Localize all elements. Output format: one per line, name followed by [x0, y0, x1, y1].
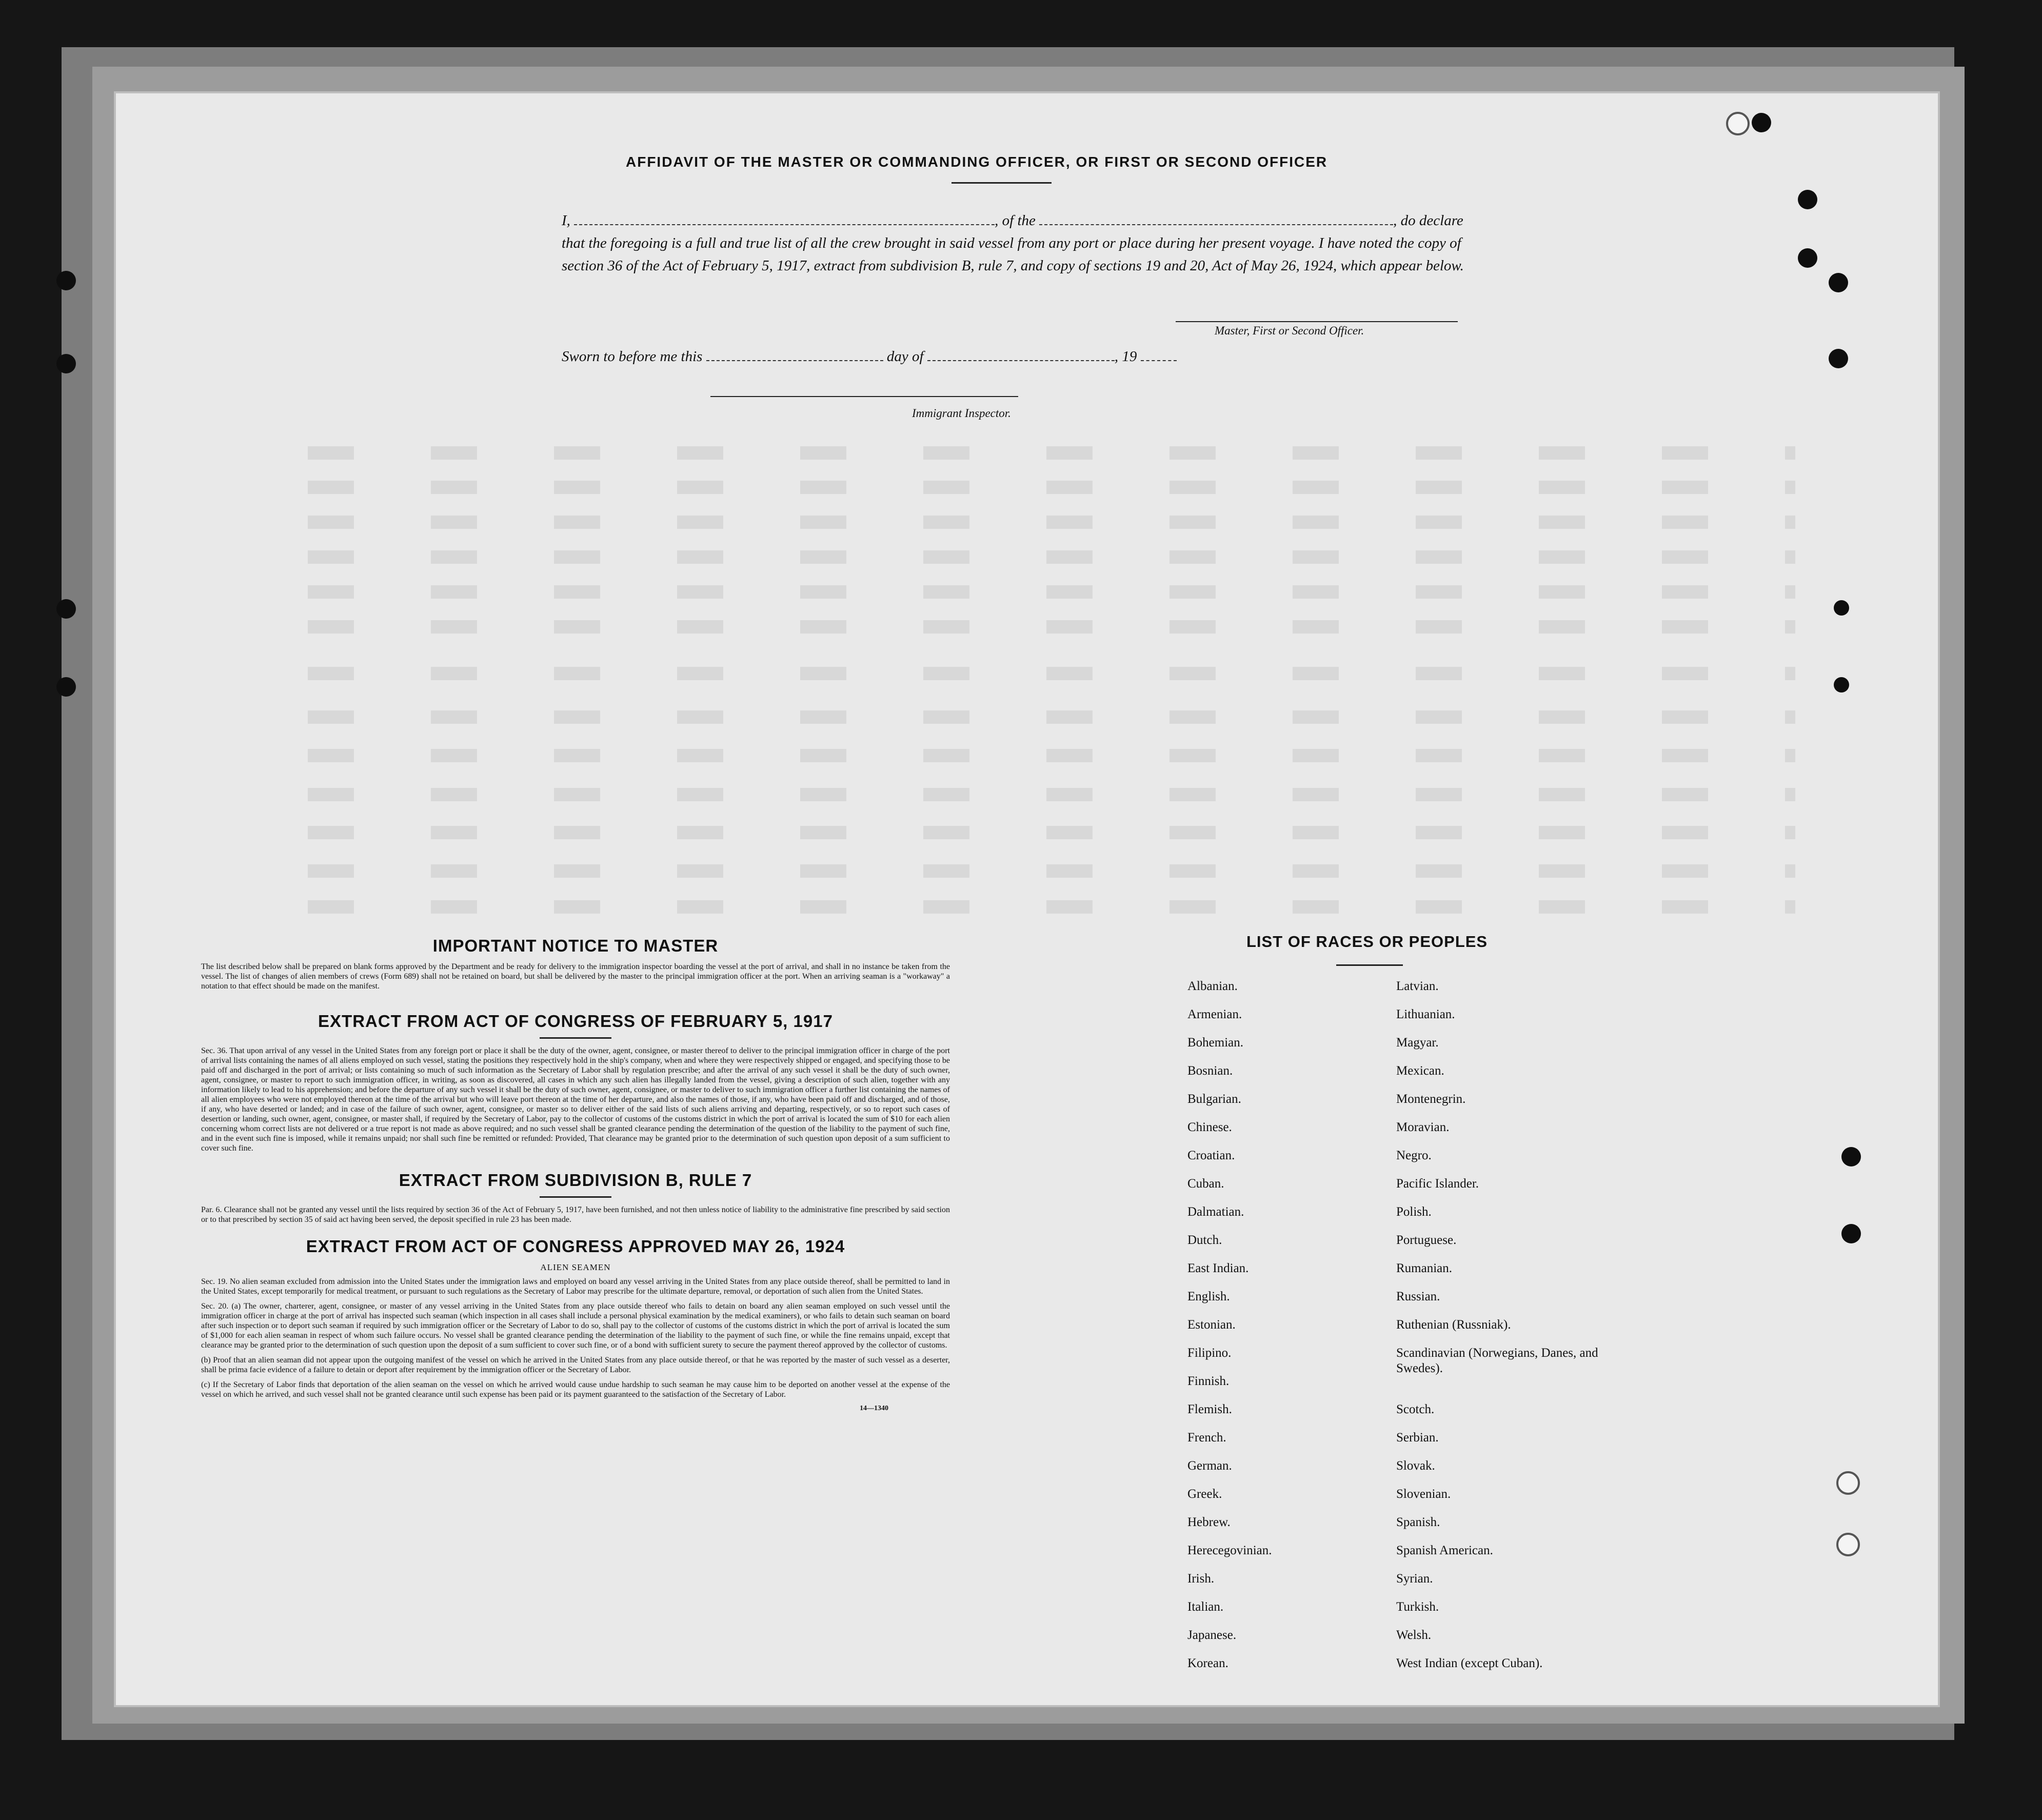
race-item: Welsh.: [1396, 1628, 1432, 1642]
race-item: Polish.: [1396, 1205, 1432, 1219]
race-item: Russian.: [1396, 1290, 1440, 1303]
declare-do-declare: , do declare: [1393, 212, 1463, 229]
race-item: Estonian.: [1187, 1318, 1236, 1332]
extract-rule7-title: EXTRACT FROM SUBDIVISION B, RULE 7: [399, 1171, 752, 1190]
race-item: French.: [1187, 1431, 1226, 1445]
ghost-row: [308, 446, 1795, 460]
race-item: Filipino.: [1187, 1346, 1232, 1360]
punch-hole: [56, 599, 76, 619]
punch-hole: [1798, 248, 1817, 268]
punch-hole: [1841, 1224, 1861, 1243]
ghost-row: [308, 864, 1795, 878]
section-divider: [540, 1196, 611, 1198]
ghost-row: [308, 550, 1795, 564]
sworn-day-of: day of: [886, 348, 924, 365]
punch-hole: [56, 354, 76, 373]
punch-hole: [1834, 677, 1849, 693]
name-blank[interactable]: [574, 211, 995, 225]
race-item: Irish.: [1187, 1572, 1215, 1586]
declare-of-the: , of the: [995, 212, 1036, 229]
inspector-label: Immigrant Inspector.: [912, 407, 1011, 420]
punch-hole-reinforced: [1836, 1471, 1860, 1495]
punch-hole: [56, 677, 76, 697]
sec20b-text: (b) Proof that an alien seaman did not appear upon the outgoing manifest of the vessel on which he arrived in the United States from any place outside thereof, or that he was reported by the master of such vessel as a deserter, shall be prima facie evidence of a failure to detain or deport after requirement by the immigration officer or the Secretary of Labor.: [201, 1356, 950, 1374]
race-item: Slovenian.: [1396, 1487, 1451, 1501]
race-item: Syrian.: [1396, 1572, 1433, 1586]
sworn-year: , 19: [1114, 348, 1137, 365]
race-item: Finnish.: [1187, 1374, 1230, 1388]
races-column-2: [1396, 979, 1612, 1684]
ghost-row: [308, 585, 1795, 599]
signature-label: Master, First or Second Officer.: [1215, 324, 1364, 337]
ghost-row: [308, 826, 1795, 839]
sworn-line: [562, 347, 1290, 365]
punch-hole: [1841, 1147, 1861, 1166]
race-item: Rumanian.: [1396, 1261, 1453, 1275]
affidavit-title: AFFIDAVIT OF THE MASTER OR COMMANDING OFFICER, OR FIRST OR SECOND OFFICER: [626, 154, 1328, 170]
punch-hole: [1829, 349, 1848, 368]
extract-1924-title: EXTRACT FROM ACT OF CONGRESS APPROVED MAY 26, 1924: [306, 1237, 845, 1256]
race-item: Korean.: [1187, 1656, 1228, 1670]
sworn-day-blank[interactable]: [706, 347, 883, 361]
race-item: Chinese.: [1187, 1120, 1232, 1134]
punch-hole: [1798, 190, 1817, 209]
race-item: Spanish American.: [1396, 1544, 1493, 1557]
ghost-row: [308, 749, 1795, 762]
race-item: Ruthenian (Russniak).: [1396, 1318, 1511, 1332]
punch-hole: [56, 271, 76, 290]
affidavit-text: [562, 209, 1495, 277]
race-item: Portuguese.: [1396, 1233, 1457, 1247]
punch-hole-reinforced: [1726, 112, 1750, 135]
race-item: East Indian.: [1187, 1261, 1249, 1275]
declare-line: [562, 209, 1495, 232]
race-item: Flemish.: [1187, 1402, 1232, 1416]
sworn-year-blank[interactable]: [1141, 347, 1177, 361]
notice-text: The list described below shall be prepared on blank forms approved by the Department and be ready for delivery to the immigration inspector boarding the vessel at the port of arrival, and shall in no instance be taken from the vessel. The list of changes of alien members of crews (Form 689) shall not be retained on board, but shall be delivered by the master to the principal immigration officer at the port. When an arriving seaman is a "workaway" a notation to that effect should be made on the manifest.: [201, 962, 950, 991]
race-item: Pacific Islander.: [1396, 1177, 1479, 1191]
race-item: Greek.: [1187, 1487, 1222, 1501]
race-item: Serbian.: [1396, 1431, 1439, 1445]
ghost-row: [308, 900, 1795, 914]
race-item: Croatian.: [1187, 1149, 1235, 1162]
affidavit-body: that the foregoing is a full and true list of all the crew brought in said vessel from any port or place during her present voyage. I have noted the copy of section 36 of the Act of February 5, 1917, extract from subdivision B, rule 7, and copy of sections 19 and 20, Act of May 26, 1924, which appear below.: [562, 235, 1464, 274]
punch-hole-reinforced: [1836, 1533, 1860, 1556]
title-underline: [951, 182, 1052, 184]
ghost-row: [308, 481, 1795, 494]
punch-hole: [1829, 273, 1848, 292]
sec20a-text: Sec. 20. (a) The owner, charterer, agent, consignee, or master of any vessel arriving in the United States from any place outside thereof who fails to detain on board any alien seaman employed on such vessel until the immigration officer in charge at the port of arrival has inspected such seaman (which inspection in all cases shall include a personal physical examination by the medical examiners), or who fails to detain such seaman on board after such inspection or to deport such seaman if required by such immigration officer or the Secretary of Labor to do so, shall pay to the collector of customs of the customs district in which the port of arrival is located the sum of $1,000 for each alien seaman in respect of whom such failure occurs. No vessel shall be granted clearance pending the determination of the liability to the payment of such fine, or while the fine remains unpaid, except that clearance may be granted prior to the determination of such question upon the deposit of a sum sufficient to cover such fine, or of a bond with sufficient surety to secure the payment thereof approved by the collector of customs.: [201, 1302, 950, 1350]
race-item: English.: [1187, 1290, 1230, 1303]
races-column-1: [1187, 979, 1272, 1684]
ghost-row: [308, 516, 1795, 529]
race-item: Herecegovinian.: [1187, 1544, 1272, 1557]
race-item: Negro.: [1396, 1149, 1432, 1162]
race-item: Albanian.: [1187, 979, 1238, 993]
race-item: Turkish.: [1396, 1600, 1439, 1614]
vessel-blank[interactable]: [1039, 211, 1393, 225]
race-item: Dalmatian.: [1187, 1205, 1244, 1219]
race-item: Scandinavian (Norwegians, Danes, and Swedes).: [1396, 1346, 1598, 1375]
race-item: Japanese.: [1187, 1628, 1237, 1642]
sec20c-text: (c) If the Secretary of Labor finds that deportation of the alien seaman on the vessel on which he arrived would cause undue hardship to such seaman he may cause him to be deported on another vessel at the expense of the vessel on which he arrived, and such vessel shall not be granted clearance until such expense has been paid or its payment guaranteed to the satisfaction of the Secretary of Labor.: [201, 1380, 950, 1399]
signature-line: [1176, 321, 1458, 322]
ghost-row: [308, 667, 1795, 680]
declare-i: I,: [562, 212, 570, 229]
race-item: Dutch.: [1187, 1233, 1222, 1247]
punch-hole: [1752, 113, 1771, 132]
punch-hole: [1834, 600, 1849, 616]
ghost-row: [308, 710, 1795, 724]
ghost-row: [308, 620, 1795, 634]
race-item: German.: [1187, 1459, 1232, 1473]
race-item: Hebrew.: [1187, 1515, 1231, 1529]
race-item: Bosnian.: [1187, 1064, 1233, 1078]
race-item: Scotch.: [1396, 1402, 1435, 1416]
inspector-signature-line: [710, 396, 1018, 397]
race-item: Mexican.: [1396, 1064, 1444, 1078]
extract-1917-title: EXTRACT FROM ACT OF CONGRESS OF FEBRUARY 5, 1917: [318, 1012, 833, 1031]
race-item: Magyar.: [1396, 1036, 1439, 1050]
race-item: Latvian.: [1396, 979, 1439, 993]
race-item: Moravian.: [1396, 1120, 1450, 1134]
race-item: Slovak.: [1396, 1459, 1435, 1473]
extract-rule7-text: Par. 6. Clearance shall not be granted any vessel until the lists required by section 36 of the Act of February 5, 1917, have been furnished, and not then unless notice of liability to the administrative fine prescribed by said section or to that prescribed by section 35 of said act having been served, the deposit specified in rule 23 has been made.: [201, 1205, 950, 1224]
sworn-month-blank[interactable]: [927, 347, 1115, 361]
alien-seamen-subtitle: ALIEN SEAMEN: [540, 1262, 611, 1272]
race-item: Lithuanian.: [1396, 1007, 1455, 1021]
race-item: Bohemian.: [1187, 1036, 1244, 1050]
notice-title: IMPORTANT NOTICE TO MASTER: [432, 936, 719, 955]
race-item: Montenegrin.: [1396, 1092, 1466, 1106]
ghost-row: [308, 788, 1795, 801]
race-item: Spanish.: [1396, 1515, 1440, 1529]
races-title: LIST OF RACES OR PEOPLES: [1246, 933, 1488, 951]
race-item: Bulgarian.: [1187, 1092, 1241, 1106]
races-title-underline: [1336, 964, 1403, 966]
notices-column: [201, 936, 950, 1413]
race-item: Italian.: [1187, 1600, 1224, 1614]
extract-1917-text: Sec. 36. That upon arrival of any vessel in the United States from any foreign port or place it shall be the duty of the owner, agent, consignee, or master thereof to deliver to the principal immigration officer in charge of the port of arrival lists containing the names of all aliens employed on such vessel, stating the positions they respectively hold in the ship's company, when and where they were respectively shipped or engaged, and specifying those to be paid off and discharged in the port of arrival; or lists containing so much of such information as the Secretary of Labor shall by regulation prescribe; and after the arrival of any such vessel it shall be the duty of such owner, agent, consignee, or master to report to such immigration officer, in writing, as soon as discovered, all cases in which any such alien has illegally landed from the vessel, giving a description of such alien, together with any information likely to lead to his apprehension; and before the departure of any such vessel it shall be the duty of such owner, agent, consignee, or master to deliver to such immigration officer a further list containing the names of all alien employees who were not employed thereon at the time of the arrival but who will leave port thereon at the time of her departure, and also the names of those, if any, who have been paid off and discharged, and of those, if any, who have deserted or landed; and in case of the failure of such owner, agent, consignee, or master so to deliver either of the said lists of such aliens arriving and departing, respectively, or so to report such cases of desertion or landing, such owner, agent, consignee, or master shall, if required by the Secretary of Labor, pay to the collector of customs of the customs district in which the port of arrival is located the sum of $10 for each alien concerning whom correct lists are not delivered or a true report is not made as above required; and no such vessel shall be granted clearance pending the determination of the question of the liability to the payment of such fine, and in the event such fine is imposed, while it remains unpaid; nor shall such fine be remitted or refunded: Provided, That clearance may be granted prior to the determination of such question upon deposit of a sum sufficient to cover such fine.: [201, 1046, 950, 1153]
form-page: [114, 91, 1940, 1707]
section-divider: [540, 1037, 611, 1039]
race-item: Armenian.: [1187, 1007, 1242, 1021]
sec19-text: Sec. 19. No alien seaman excluded from admission into the United States under the immigration laws and employed on board any vessel arriving in the United States from any place outside thereof, shall be permitted to land in the United States, except temporarily for medical treatment, or pursuant to such regulations as the Secretary of Labor may prescribe for the ultimate departure, removal, or deportation of such alien from the United States.: [201, 1277, 950, 1296]
race-item: West Indian (except Cuban).: [1396, 1656, 1543, 1670]
race-item: Cuban.: [1187, 1177, 1224, 1191]
form-number: 14—1340: [860, 1404, 888, 1412]
sworn-text: Sworn to before me this: [562, 348, 703, 365]
